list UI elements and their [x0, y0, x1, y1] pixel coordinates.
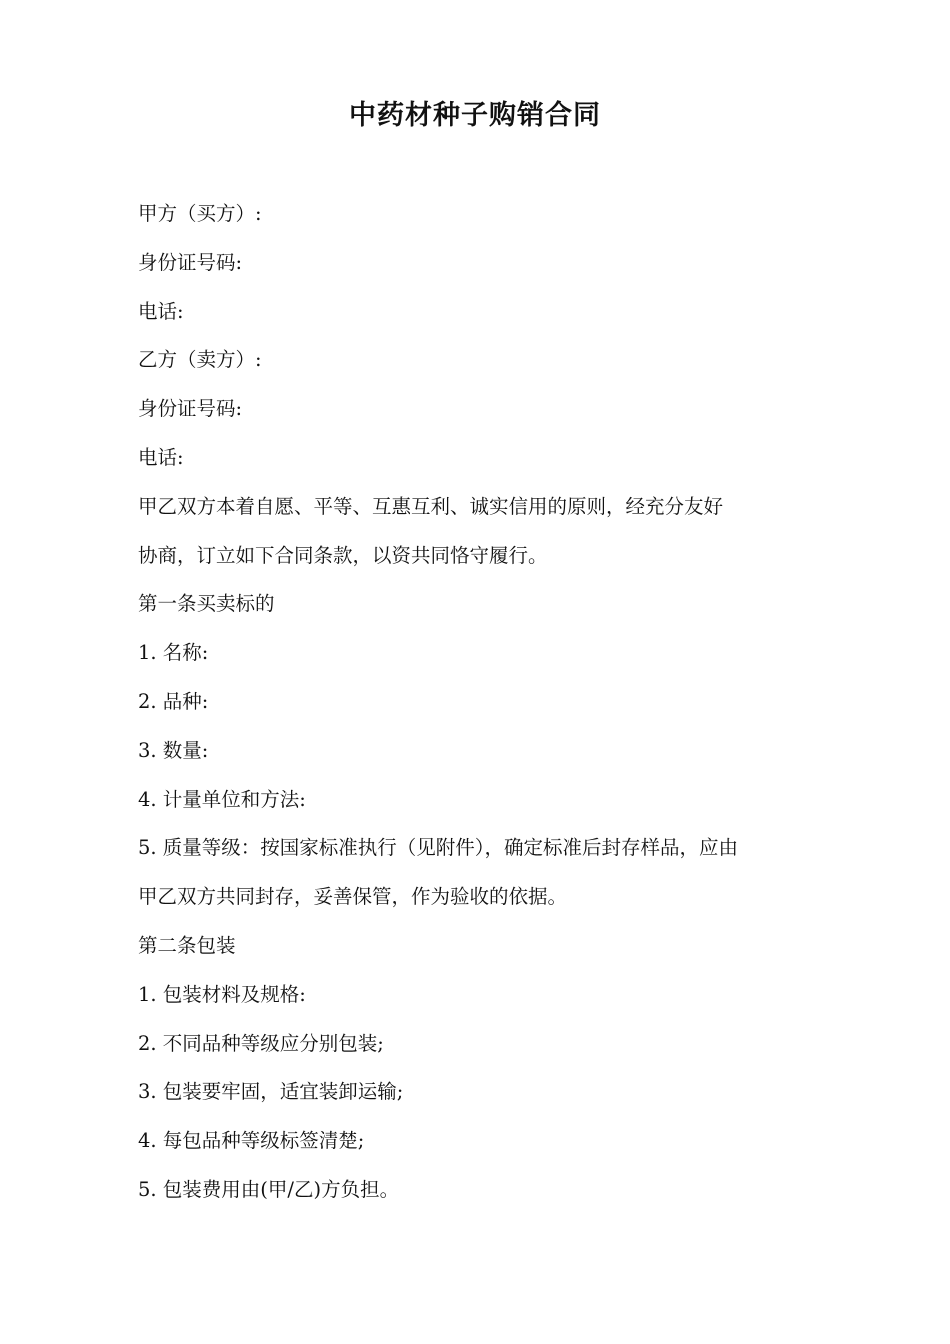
party-b-id-number: 身份证号码: [138, 397, 243, 421]
party-b-phone: 电话: [138, 445, 184, 469]
article-2-item-cost: 5. 包装费用由(甲/乙)方负担。 [138, 1177, 400, 1201]
preamble-line-1: 甲乙双方本着自愿、平等、互惠互利、诚实信用的原则，经充分友好 [138, 494, 724, 518]
document-body [138, 190, 818, 1215]
article-2-heading: 第二条包装 [138, 933, 236, 957]
document-title: 中药材种子购销合同 [349, 100, 601, 131]
party-a-id-number: 身份证号码: [138, 250, 243, 274]
article-1-item-name: 1. 名称: [138, 641, 209, 665]
party-a-buyer: 甲方（买方）: [138, 202, 262, 225]
article-1-item-variety: 2. 品种: [138, 689, 209, 713]
article-1-heading: 第一条买卖标的 [138, 592, 275, 616]
article-2-item-sturdy: 3. 包装要牢固，适宜装卸运输; [138, 1080, 404, 1104]
article-1-item-quantity: 3. 数量: [138, 738, 209, 762]
party-a-phone: 电话: [138, 299, 184, 323]
article-1-item-quality-line-2: 甲乙双方共同封存，妥善保管，作为验收的依据。 [138, 885, 568, 909]
article-1-item-quality-line-1: 5. 质量等级：按国家标准执行（见附件），确定标准后封存样品，应由 [138, 836, 739, 860]
preamble-line-2: 协商，订立如下合同条款，以资共同恪守履行。 [138, 543, 548, 567]
article-2-item-separate: 2. 不同品种等级应分别包装; [138, 1031, 384, 1055]
article-1-item-unit: 4. 计量单位和方法: [138, 787, 306, 811]
article-2-item-material: 1. 包装材料及规格: [138, 982, 306, 1006]
party-b-seller: 乙方（卖方）: [138, 348, 262, 372]
article-2-item-label: 4. 每包品种等级标签清楚; [138, 1129, 365, 1153]
